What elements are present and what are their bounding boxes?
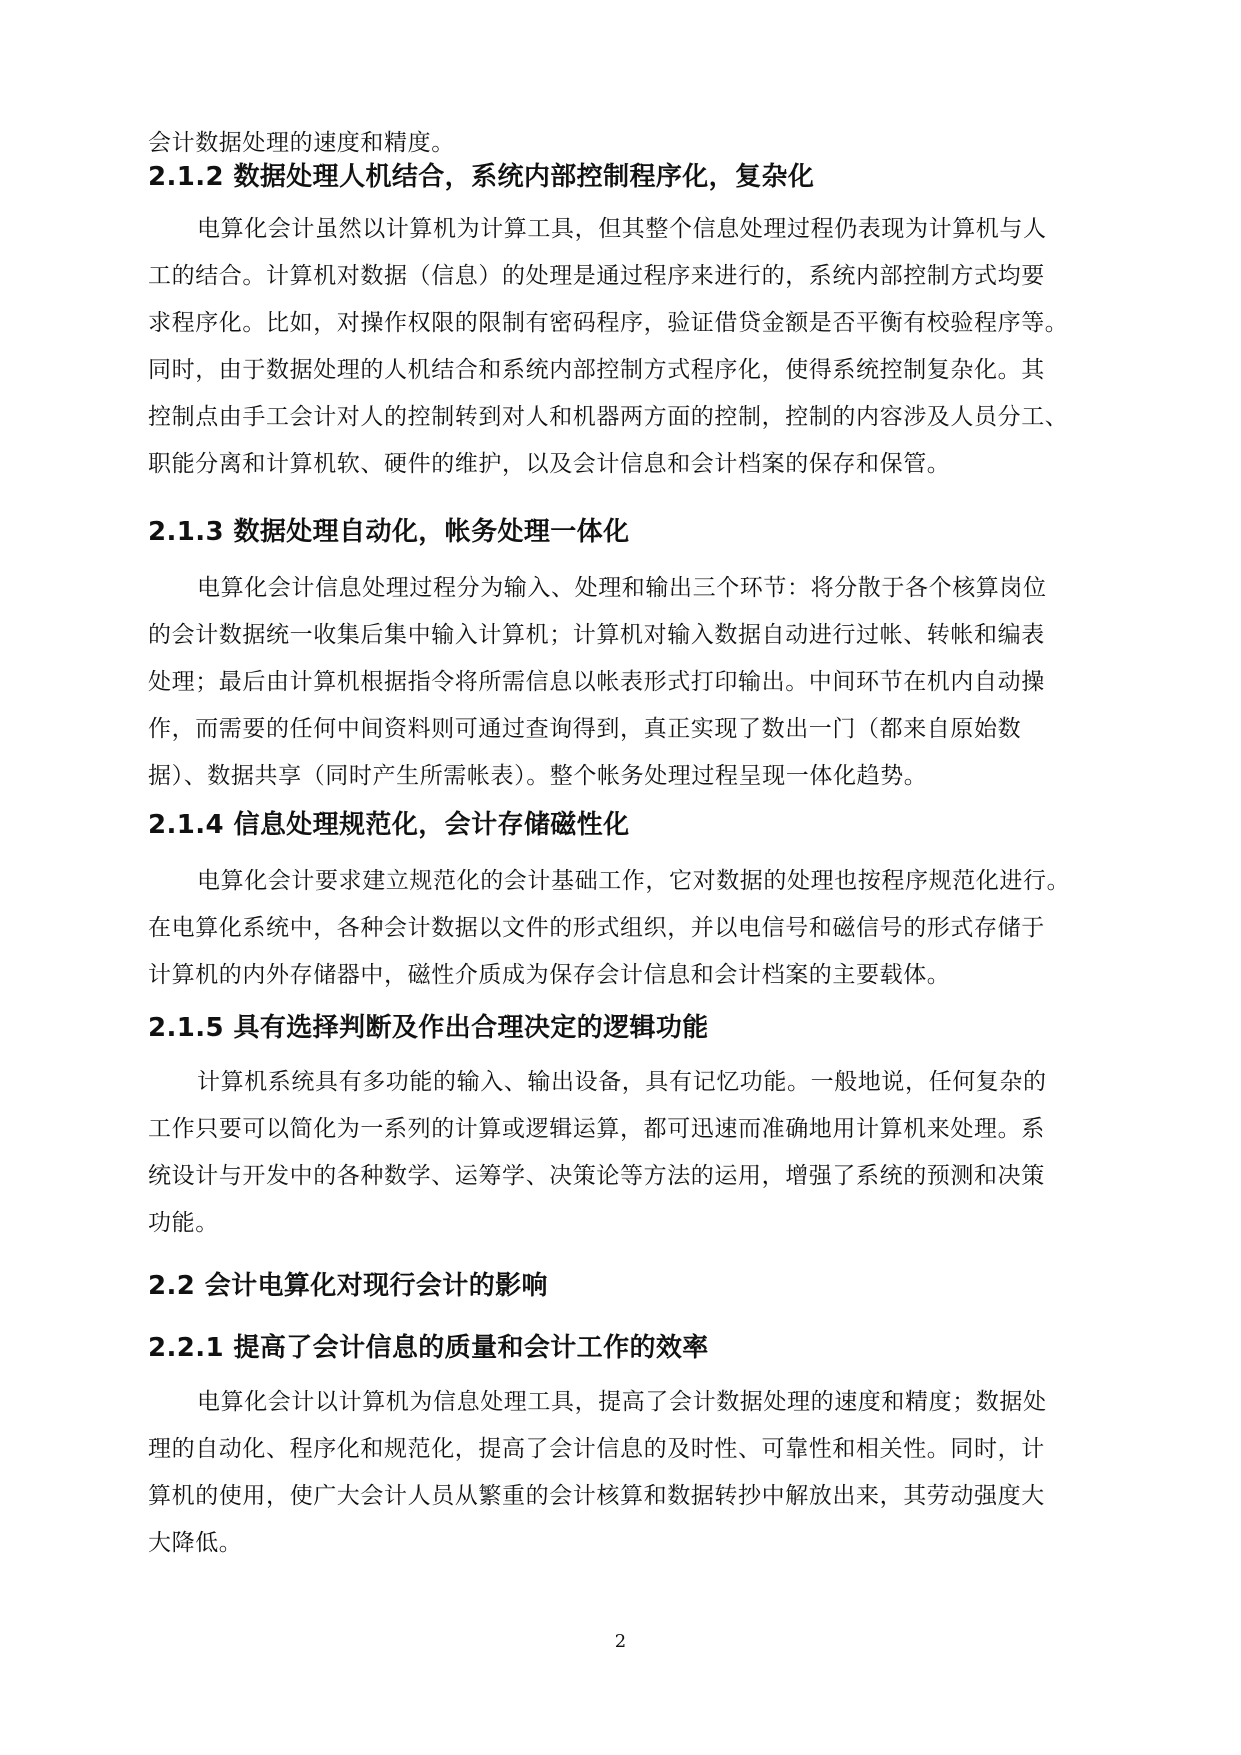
paragraph-line: 求程序化。比如，对操作权限的限制有密码程序，验证借贷金额是否平衡有校验程序等。 bbox=[148, 310, 1069, 336]
paragraph-line: 工作只要可以简化为一系列的计算或逻辑运算，都可迅速而准确地用计算机来处理。系 bbox=[148, 1116, 1045, 1142]
paragraph-line: 在电算化系统中，各种会计数据以文件的形式组织，并以电信号和磁信号的形式存储于 bbox=[148, 915, 1045, 941]
paragraph-line: 统设计与开发中的各种数学、运筹学、决策论等方法的运用，增强了系统的预测和决策 bbox=[148, 1163, 1045, 1189]
paragraph-line: 电算化会计虽然以计算机为计算工具，但其整个信息处理过程仍表现为计算机与人 bbox=[197, 216, 1047, 242]
section-heading-2-1-2: 2.1.2 数据处理人机结合，系统内部控制程序化，复杂化 bbox=[148, 162, 815, 192]
section-heading-2-1-4: 2.1.4 信息处理规范化，会计存储磁性化 bbox=[148, 810, 630, 840]
paragraph-line: 电算化会计要求建立规范化的会计基础工作，它对数据的处理也按程序规范化进行。 bbox=[197, 868, 1071, 894]
paragraph-line: 算机的使用，使广大会计人员从繁重的会计核算和数据转抄中解放出来，其劳动强度大 bbox=[148, 1483, 1045, 1509]
paragraph-line: 电算化会计信息处理过程分为输入、处理和输出三个环节：将分散于各个核算岗位 bbox=[197, 575, 1047, 601]
paragraph-line: 的会计数据统一收集后集中输入计算机；计算机对输入数据自动进行过帐、转帐和编表 bbox=[148, 622, 1045, 648]
paragraph-line: 功能。 bbox=[148, 1210, 219, 1236]
paragraph-line: 大降低。 bbox=[148, 1530, 243, 1556]
paragraph-line: 理的自动化、程序化和规范化，提高了会计信息的及时性、可靠性和相关性。同时，计 bbox=[148, 1436, 1045, 1462]
paragraph-line: 控制点由手工会计对人的控制转到对人和机器两方面的控制，控制的内容涉及人员分工、 bbox=[148, 404, 1069, 430]
section-heading-2-1-3: 2.1.3 数据处理自动化，帐务处理一体化 bbox=[148, 517, 630, 547]
paragraph-line: 同时，由于数据处理的人机结合和系统内部控制方式程序化，使得系统控制复杂化。其 bbox=[148, 357, 1045, 383]
paragraph-line: 作，而需要的任何中间资料则可通过查询得到，真正实现了数出一门（都来自原始数 bbox=[148, 716, 1022, 742]
page-number: 2 bbox=[614, 1631, 627, 1652]
paragraph-line: 工的结合。计算机对数据（信息）的处理是通过程序来进行的，系统内部控制方式均要 bbox=[148, 263, 1045, 289]
paragraph-line: 职能分离和计算机软、硬件的维护，以及会计信息和会计档案的保存和保管。 bbox=[148, 451, 951, 477]
paragraph-line: 计算机的内外存储器中，磁性介质成为保存会计信息和会计档案的主要载体。 bbox=[148, 962, 951, 988]
section-heading-2-2: 2.2 会计电算化对现行会计的影响 bbox=[148, 1271, 548, 1301]
paragraph-line: 计算机系统具有多功能的输入、输出设备，具有记忆功能。一般地说，任何复杂的 bbox=[197, 1069, 1047, 1095]
section-heading-2-1-5: 2.1.5 具有选择判断及作出合理决定的逻辑功能 bbox=[148, 1013, 709, 1043]
section-heading-2-2-1: 2.2.1 提高了会计信息的质量和会计工作的效率 bbox=[148, 1333, 709, 1363]
paragraph-line: 电算化会计以计算机为信息处理工具，提高了会计数据处理的速度和精度；数据处 bbox=[197, 1389, 1047, 1415]
continuation-text: 会计数据处理的速度和精度。 bbox=[148, 130, 455, 156]
paragraph-line: 处理；最后由计算机根据指令将所需信息以帐表形式打印输出。中间环节在机内自动操 bbox=[148, 669, 1045, 695]
document-page bbox=[148, 0, 1093, 1755]
paragraph-line: 据）、数据共享（同时产生所需帐表）。整个帐务处理过程呈现一体化趋势。 bbox=[148, 763, 928, 789]
